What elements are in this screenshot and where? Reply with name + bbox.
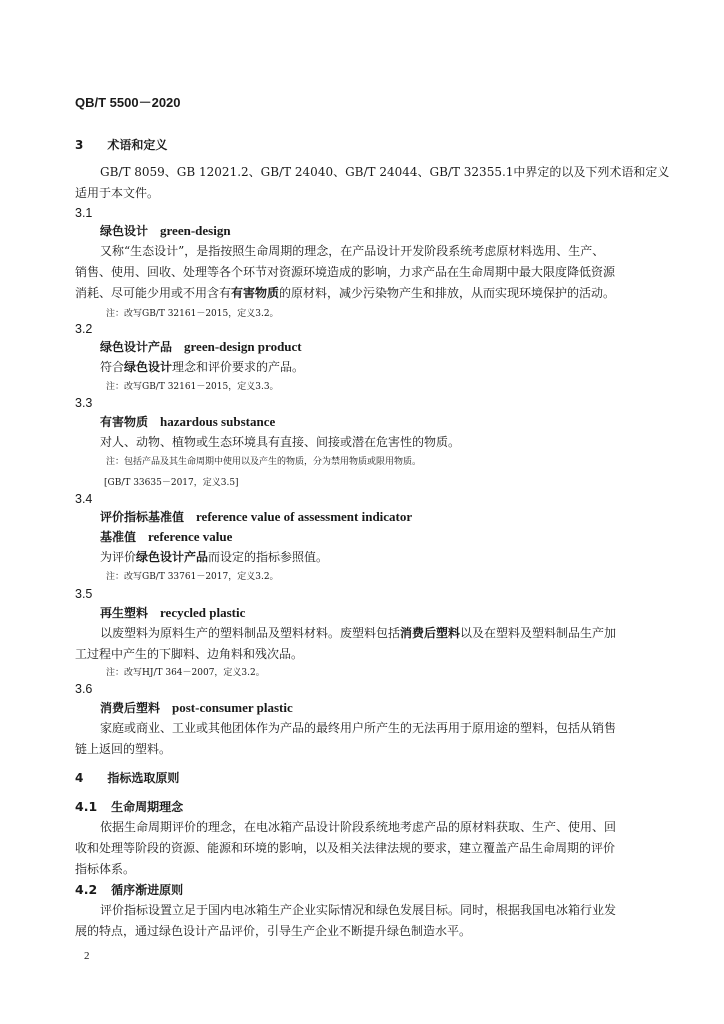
clause-number: 3.6 — [75, 682, 93, 696]
term-en: recycled plastic — [160, 605, 246, 620]
subsection-4-2-heading — [75, 881, 183, 898]
definition-line: 家庭或商业、工业或其他团体作为产品的最终用户所产生的无法再用于原用途的塑料，包括从销售 — [100, 721, 617, 735]
term-heading — [100, 699, 293, 716]
text-run: 的原材料，减少污染物产生和排放，从而实现环境保护的活动。 — [279, 286, 616, 300]
section-3-heading — [75, 136, 167, 153]
term-heading — [100, 604, 245, 621]
subsection-4-1-heading — [75, 798, 183, 815]
term-reference: 消费后塑料 — [400, 626, 461, 640]
clause-number: 3.1 — [75, 206, 93, 220]
text-run: 以废塑料为原料生产的塑料制品及塑料材料。废塑料包括 — [100, 626, 401, 640]
paragraph-line: 适用于本文件。 — [75, 186, 160, 200]
text-run: 以及在塑料及塑料制品生产加 — [460, 626, 617, 640]
definition-line: 又称“生态设计”，是指按照生命周期的理念，在产品设计开发阶段系统考虑原材料选用、生产、 — [100, 244, 605, 258]
note: 注：包括产品及其生命周期中使用以及产生的物质，分为禁用物质或限用物质。 — [106, 457, 422, 467]
term-en: hazardous substance — [160, 414, 276, 429]
clause-number: 3.5 — [75, 587, 93, 601]
note: 注：改写GB/T 32161－2015，定义3.2。 — [106, 309, 279, 319]
paragraph-line: 评价指标设置立足于国内电冰箱生产企业实际情况和绿色发展目标。同时，根据我国电冰箱行业发 — [100, 903, 617, 917]
section-title: 术语和定义 — [107, 138, 168, 152]
term-cn: 消费后塑料 — [100, 701, 161, 715]
term-heading — [100, 222, 231, 239]
clause-number: 3.2 — [75, 322, 93, 336]
definition-line: 销售、使用、回收、处理等各个环节对资源环境造成的影响，力求产品在生命周期中最大限度降低资源 — [75, 265, 616, 279]
paragraph-line: 展的特点，通过绿色设计产品评价，引导生产企业不断提升绿色制造水平。 — [75, 924, 472, 938]
term-reference: 绿色设计 — [124, 360, 173, 374]
note: 注：改写GB/T 32161－2015，定义3.3。 — [106, 382, 279, 392]
definition-line — [100, 358, 304, 375]
term-synonym-heading — [100, 528, 232, 545]
section-title: 指标选取原则 — [107, 771, 180, 785]
text-run: 符合 — [100, 360, 125, 374]
term-cn: 绿色设计产品 — [100, 340, 173, 354]
term-cn: 绿色设计 — [100, 224, 149, 238]
subsection-title: 生命周期理念 — [111, 800, 184, 814]
term-en: reference value — [148, 529, 233, 544]
note: 注：改写GB/T 33761－2017，定义3.2。 — [106, 572, 279, 582]
term-heading — [100, 413, 275, 430]
term-en: post-consumer plastic — [172, 700, 293, 715]
note: 注：改写HJ/T 364－2007，定义3.2。 — [106, 668, 265, 678]
definition-line — [100, 548, 328, 565]
term-heading — [100, 508, 412, 525]
paragraph-line: GB/T 8059、GB 12021.2、GB/T 24040、GB/T 24044、GB/T 32355.1中界定的以及下列术语和定义 — [100, 165, 670, 179]
term-en: green-design — [160, 223, 231, 238]
subsection-number: 4.2 — [75, 882, 98, 897]
text-run: 消耗、尽可能少用或不用含有 — [75, 286, 232, 300]
text-run: 理念和评价要求的产品。 — [172, 360, 305, 374]
source-reference: [GB/T 33635－2017，定义3.5] — [104, 478, 239, 488]
term-cn: 基准值 — [100, 530, 137, 544]
definition-line: 对人、动物、植物或生态环境具有直接、间接或潜在危害性的物质。 — [100, 435, 461, 449]
section-number: 3 — [75, 138, 84, 152]
definition-line: 工过程中产生的下脚料、边角料和残次品。 — [75, 647, 304, 661]
clause-number: 3.3 — [75, 396, 93, 410]
text-run: 而设定的指标参照值。 — [208, 550, 329, 564]
subsection-title: 循序渐进原则 — [111, 883, 184, 897]
paragraph-line: 收和处理等阶段的资源、能源和环境的影响，以及相关法律法规的要求，建立覆盖产品生命周期的评价 — [75, 841, 616, 855]
term-reference: 有害物质 — [231, 286, 280, 300]
term-reference: 绿色设计产品 — [136, 550, 209, 564]
text-run: 为评价 — [100, 550, 137, 564]
term-cn: 有害物质 — [100, 415, 149, 429]
term-heading — [100, 338, 302, 355]
definition-line — [100, 624, 616, 641]
subsection-number: 4.1 — [75, 799, 98, 814]
clause-number: 3.4 — [75, 492, 93, 506]
term-en: reference value of assessment indicator — [196, 509, 413, 524]
paragraph-line: 指标体系。 — [75, 862, 136, 876]
page-number: 2 — [84, 950, 90, 962]
term-cn: 再生塑料 — [100, 606, 149, 620]
definition-line — [75, 284, 615, 301]
term-en: green-design product — [184, 339, 302, 354]
paragraph-line: 依据生命周期评价的理念，在电冰箱产品设计阶段系统地考虑产品的原材料获取、生产、使用、回 — [100, 820, 617, 834]
definition-line: 链上返回的塑料。 — [75, 742, 172, 756]
section-4-heading — [75, 769, 179, 786]
section-number: 4 — [75, 771, 84, 785]
term-cn: 评价指标基准值 — [100, 510, 185, 524]
standard-header: QB/T 5500－2020 — [75, 95, 181, 110]
